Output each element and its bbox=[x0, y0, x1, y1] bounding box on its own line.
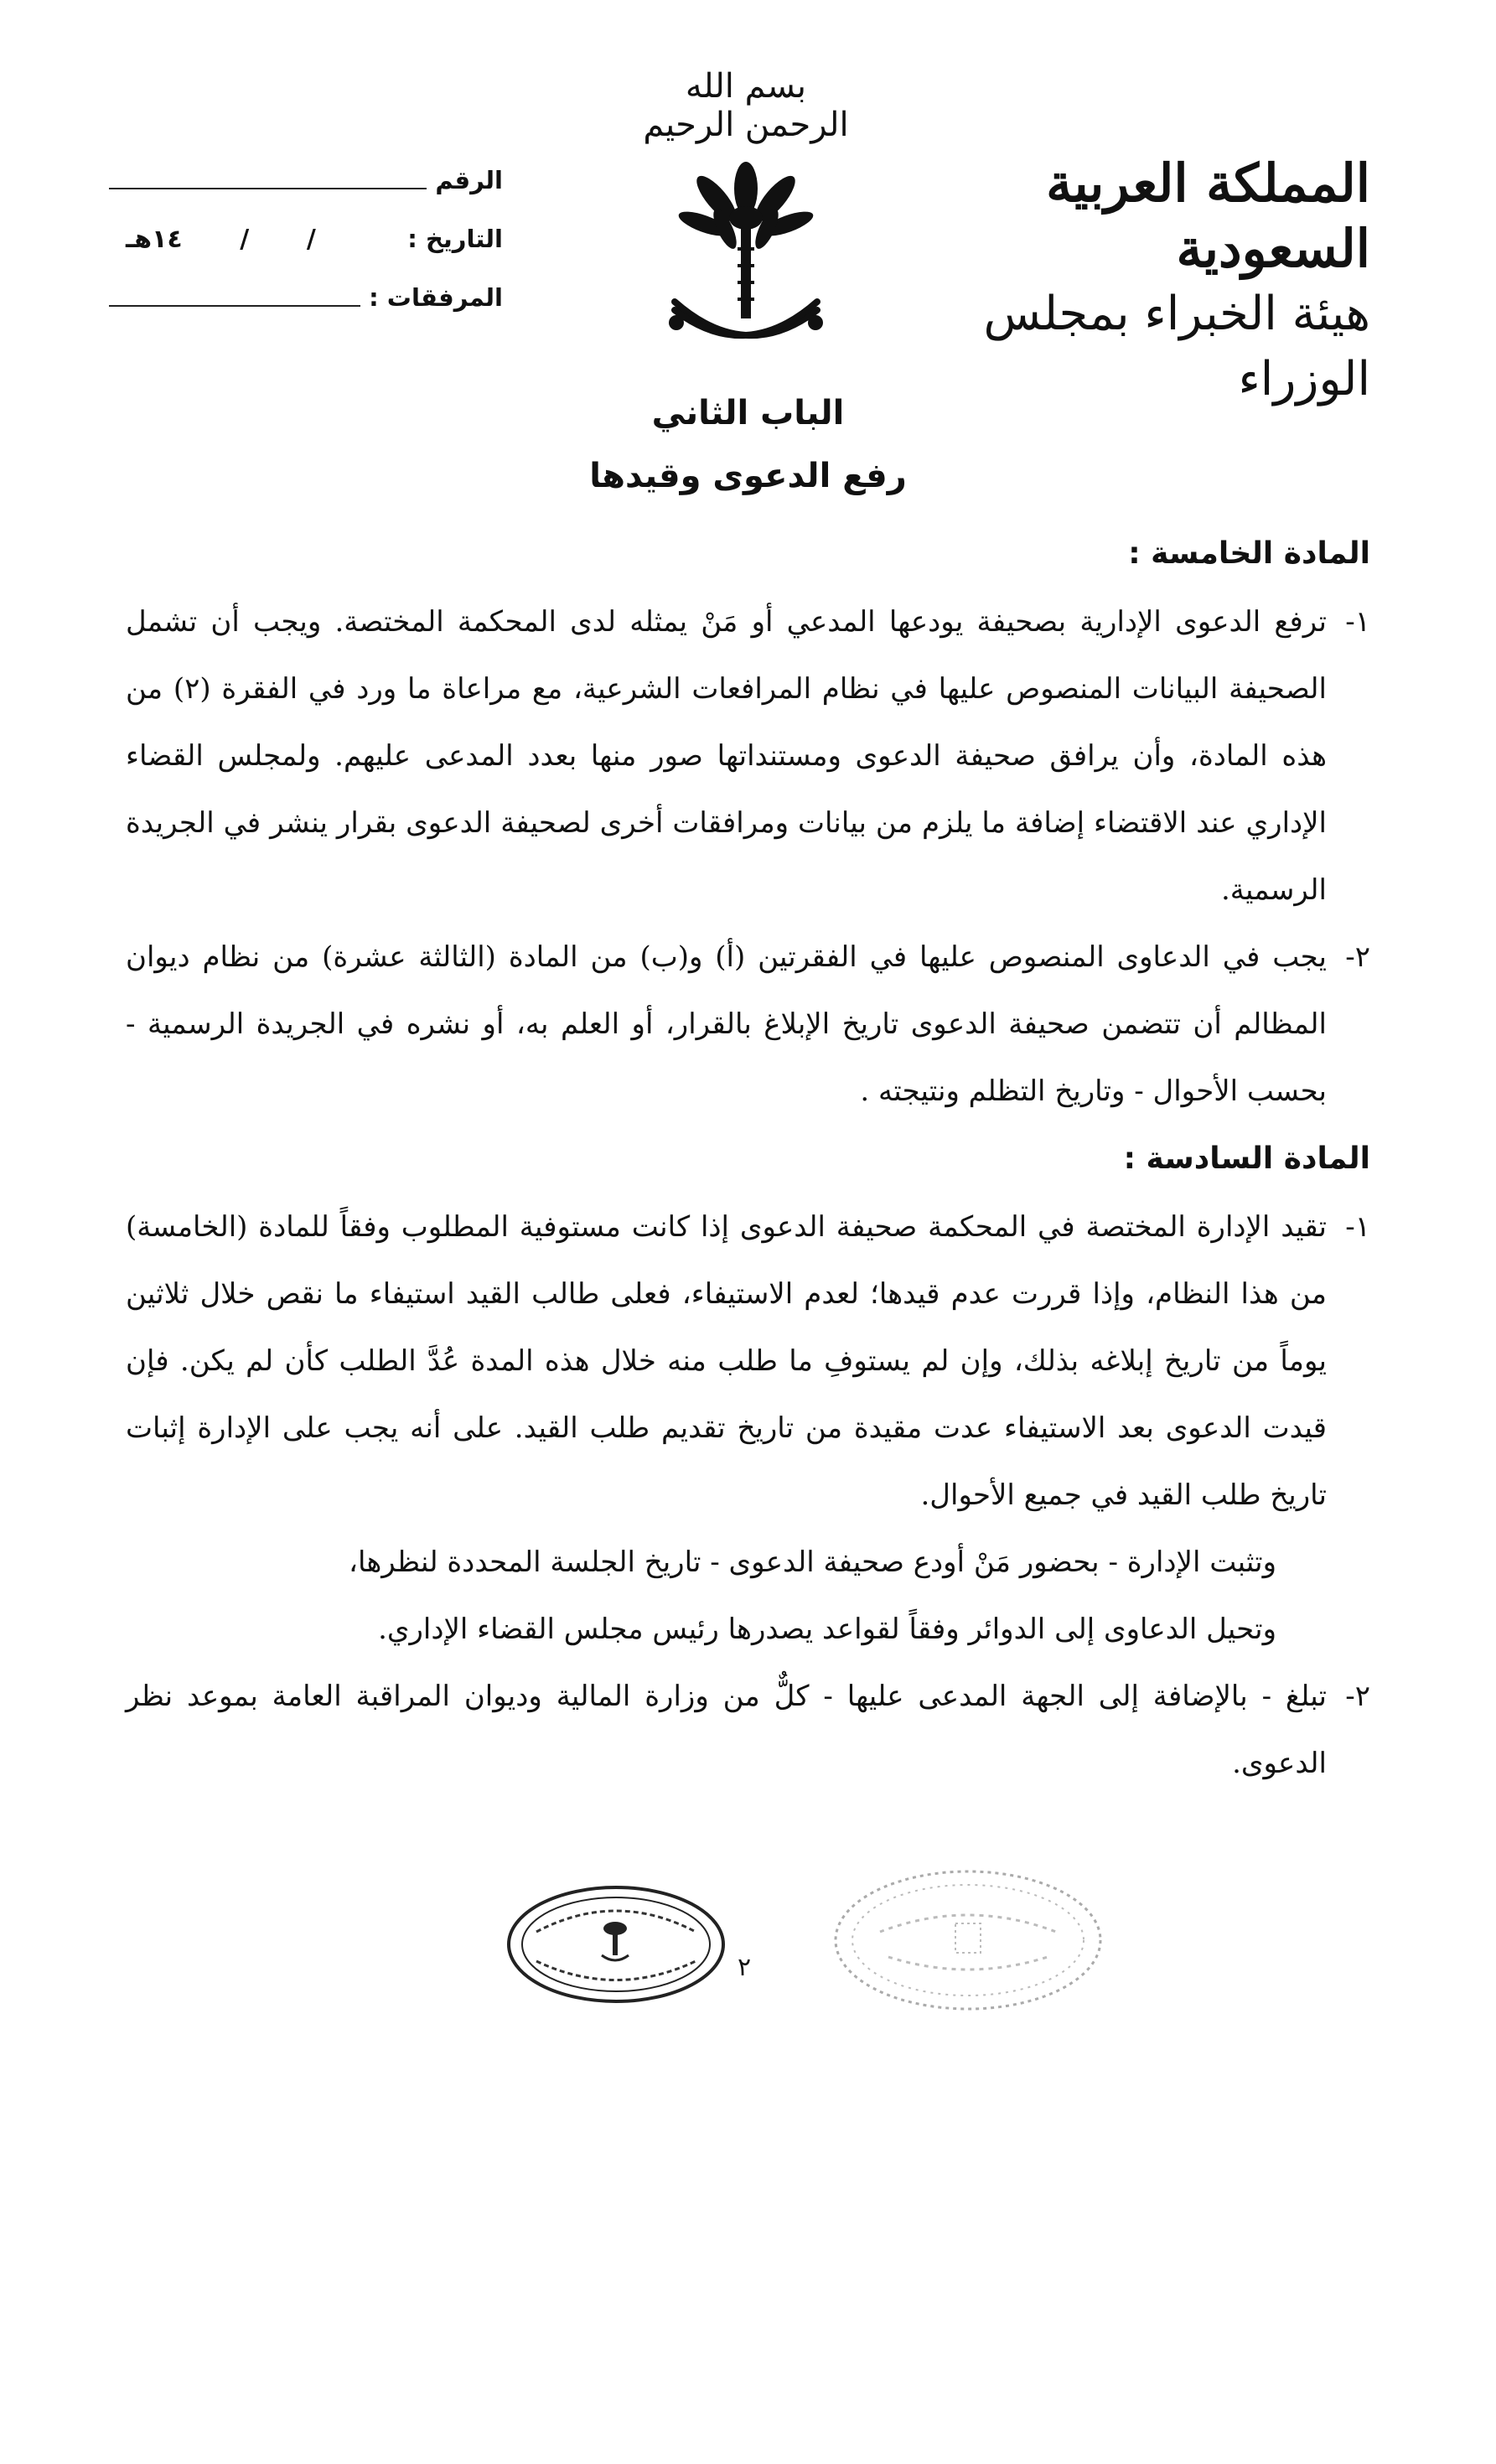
clause-text: ترفع الدعوى الإدارية بصحيفة يودعها المدعي أو مَنْ يمثله لدى المحكمة المختصة. ويجب أن تشمل الصحيفة البيانات المنصوص عليها في نظام المرافعات الشرعية، مع مراعاة ما ورد في الفقرة (٢) من هذه المادة، وأن يرافق صحيفة الدعوى ومستنداتها صور منها بعدد المدعى عليهم. ولمجلس القضاء الإداري عند الاقتضاء إضافة ما يلزم من بيانات ومرافقات أخرى لصحيفة الدعوى بقرار ينشر في الجريدة الرسمية. bbox=[126, 605, 1327, 907]
official-seal-icon bbox=[503, 1882, 729, 2007]
date-slash-2: / bbox=[240, 224, 250, 254]
saudi-emblem-icon bbox=[658, 155, 834, 365]
clause-text: تبلغ - بالإضافة إلى الجهة المدعى عليها - كلٌّ من وزارة المالية وديوان المراقبة العامة بموعد نظر الدعوى. bbox=[126, 1680, 1327, 1780]
article-6-clause-1 bbox=[126, 1193, 1370, 1529]
article-6-clause-2 bbox=[126, 1663, 1370, 1797]
attachments-row: المرفقات : bbox=[109, 268, 503, 327]
clause-number: ٢- bbox=[1345, 1680, 1370, 1713]
article-6-clause-1-paragraph-3: وتحيل الدعاوى إلى الدوائر وفقاً لقواعد يصدرها رئيس مجلس القضاء الإداري. bbox=[378, 1612, 1276, 1646]
org-name-bureau: هيئة الخبراء بمجلس الوزراء bbox=[983, 287, 1370, 406]
clause-number: ١- bbox=[1345, 605, 1370, 639]
faded-stamp-icon bbox=[830, 1865, 1106, 2016]
clause-text: تقيد الإدارة المختصة في المحكمة صحيفة الدعوى إذا كانت مستوفية المطلوب وفقاً للمادة (الخامسة) من هذا النظام، وإذا قررت عدم قيدها؛ لعدم الاستيفاء، فعلى طالب القيد استيفاء ما نقص خلال ثلاثين يوماً من تاريخ إبلاغه بذلك، وإن لم يستوفِ ما طلب منه خلال هذه المدة عُدَّ الطلب كأن لم يكن. فإن قيدت الدعوى بعد الاستيفاء عدت مقيدة من تاريخ تقديم طلب القيد. على أنه يجب على الإدارة إثبات تاريخ طلب القيد في جميع الأحوال. bbox=[126, 1210, 1327, 1512]
reference-block bbox=[109, 151, 503, 327]
date-value bbox=[109, 225, 407, 254]
reference-number-row bbox=[109, 151, 503, 210]
attachments-line bbox=[109, 288, 360, 307]
date-row: التاريخ : / / ١٤هـ bbox=[109, 210, 503, 268]
reference-number-label: الرقم bbox=[435, 166, 503, 194]
date-label: التاريخ bbox=[425, 225, 503, 253]
org-name-kingdom: المملكة العربية السعودية bbox=[1046, 153, 1370, 279]
chapter-title: الباب الثاني bbox=[651, 394, 845, 432]
attachments-label: المرفقات bbox=[386, 283, 503, 312]
article-5-title: المادة الخامسة : bbox=[1128, 536, 1370, 571]
clause-text: يجب في الدعاوى المنصوص عليها في الفقرتين (أ) و(ب) من المادة (الثالثة عشرة) من نظام ديوان المظالم أن تتضمن صحيفة الدعوى تاريخ الإبلاغ بالقرار، أو العلم به، أو نشره في الجريدة الرسمية - بحسب الأحوال - وتاريخ التظلم ونتيجته . bbox=[126, 940, 1327, 1108]
organization-header bbox=[901, 151, 1370, 412]
page-number: ٢ bbox=[737, 1953, 752, 1982]
article-5-clause-2 bbox=[126, 924, 1370, 1125]
clause-number: ١- bbox=[1345, 1210, 1370, 1244]
chapter-subtitle: رفع الدعوى وقيدها bbox=[589, 457, 907, 495]
article-6-clause-1-paragraph-2: وتثبت الإدارة - بحضور مَنْ أودع صحيفة الدعوى - تاريخ الجلسة المحددة لنظرها، bbox=[349, 1545, 1276, 1579]
basmala: بسم الله الرحمن الرحيم bbox=[643, 67, 849, 144]
date-year: ١٤هـ bbox=[126, 224, 183, 254]
article-6-title: المادة السادسة : bbox=[1123, 1141, 1370, 1176]
article-5-clause-1 bbox=[126, 588, 1370, 924]
clause-number: ٢- bbox=[1345, 940, 1370, 974]
date-day bbox=[373, 225, 391, 254]
date-slash-1: / bbox=[306, 224, 316, 254]
document-body bbox=[126, 520, 1370, 1797]
reference-number-line bbox=[109, 171, 427, 189]
